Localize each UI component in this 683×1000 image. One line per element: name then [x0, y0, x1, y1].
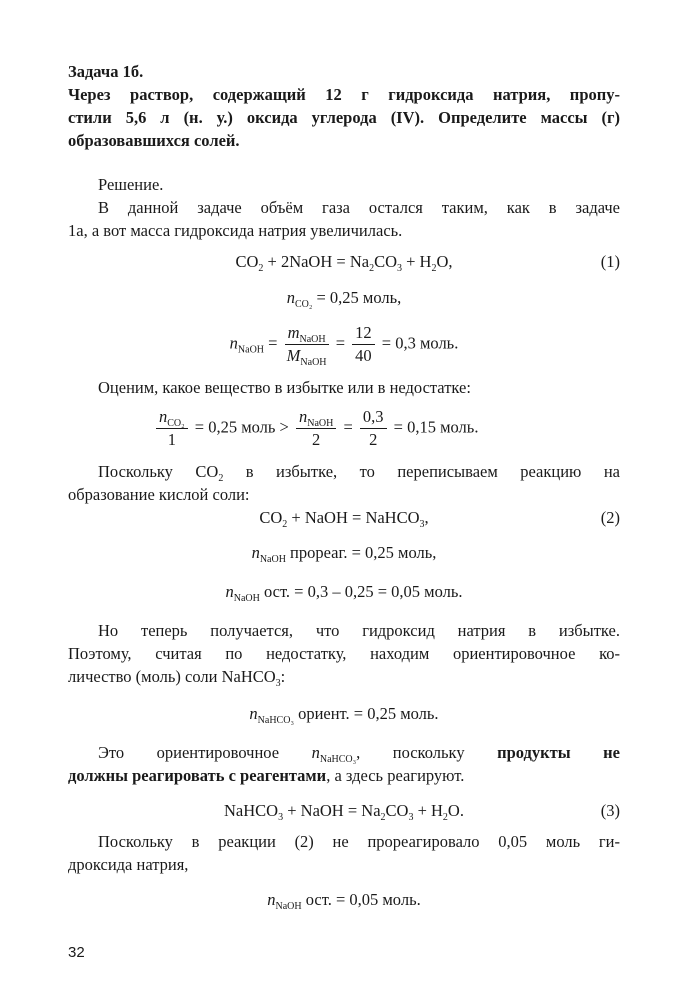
since2-line-1: Поскольку в реакции (2) не прореагировало 0,05 моль ги-	[98, 832, 620, 851]
task-text-line-1: Через раствор, содержащий 12 г гидроксида натрия, пропу-	[68, 85, 620, 104]
frac-denominator: 2	[312, 430, 321, 449]
fraction-nco2-over-1	[156, 407, 188, 450]
fraction-mass-over-molar	[285, 323, 329, 366]
remain-line-1	[68, 580, 620, 603]
this-line-1b: , поскольку	[356, 743, 498, 762]
now-line-3a: личество (моль) соли NaHCO	[68, 667, 276, 686]
m-symbol: m	[287, 323, 300, 342]
reacted-value: прореаг. = 0,25 моль,	[285, 543, 437, 562]
n-co2-sub: CO₂	[294, 299, 313, 310]
eq2-naoh: + NaOH = NaHCO	[287, 508, 420, 527]
eq3-naoh: + NaOH = Na	[283, 801, 381, 820]
fraction-03-over-2	[360, 407, 387, 450]
this-line-1-bold: продукты не	[497, 743, 620, 762]
now-line-1: Но теперь получается, что гидроксид натрия в избытке.	[98, 621, 620, 640]
equation-2	[68, 506, 620, 529]
frac-denominator: 1	[167, 430, 176, 449]
now-line-2: Поэтому, считая по недостатку, находим ориентировочное ко-	[68, 644, 620, 663]
frac-denominator: 2	[369, 430, 378, 449]
n-symbol: n	[159, 407, 168, 426]
n-symbol: n	[229, 333, 238, 353]
solution-heading: Решение.	[98, 175, 164, 194]
now-hco3-sub: 3	[275, 678, 281, 689]
n-naoh-result: = 0,3 моль.	[377, 333, 459, 353]
task-text-line-2: стили 5,6 л (н. у.) оксида углерода (IV). Определите массы (г)	[68, 108, 620, 127]
page-number: 32	[68, 944, 85, 961]
comparison-line	[68, 407, 620, 450]
eq1-na-sub: 2	[369, 263, 375, 274]
frac-denominator: 40	[355, 346, 372, 365]
fraction-12-over-40	[352, 323, 375, 366]
n-co2-value: = 0,25 моль,	[312, 288, 402, 307]
reacted-line	[68, 541, 620, 564]
n-naoh-sub: NaOH	[275, 901, 302, 912]
intro-line-2: 1а, а вот масса гидроксида натрия увеличилась.	[68, 221, 403, 240]
eq2-comma: ,	[424, 508, 429, 527]
since-line-1	[68, 460, 620, 483]
eq3-nahco3: NaHCO	[224, 801, 279, 820]
remain2-value: ост. = 0,05 моль.	[301, 890, 421, 909]
since-co2-sub: 2	[218, 473, 224, 484]
eq2-number: (2)	[600, 508, 620, 527]
eq3-o: O.	[447, 801, 464, 820]
eq3-h-sub: 2	[442, 812, 448, 823]
eq1-co3: CO	[374, 252, 397, 271]
equals: =	[339, 417, 357, 437]
M-sub: NaOH	[300, 357, 327, 368]
orient-line	[68, 702, 620, 725]
eq2-co2-sub: 2	[282, 519, 288, 530]
eq2-co2: CO	[259, 508, 283, 527]
M-symbol: M	[286, 346, 301, 365]
fraction-nnaoh-over-2	[296, 407, 336, 450]
eq1-co3-sub: 3	[396, 263, 402, 274]
n-nahco3-sub: NaHCO₃	[257, 715, 294, 726]
since-line-1b: в избытке, то переписываем реакцию на	[223, 462, 621, 481]
n-naoh-sub: NaOH	[259, 554, 286, 565]
since-line-2: образование кислой соли:	[68, 485, 250, 504]
eq1-h2o: + H	[401, 252, 432, 271]
n-symbol: n	[251, 543, 260, 562]
this-line-2-bold: должны реагировать с реагентами	[68, 766, 327, 785]
n-symbol: n	[249, 704, 258, 723]
since2-line-2: дроксида натрия,	[68, 855, 189, 874]
eq1-co2-sub: 2	[258, 263, 264, 274]
n-symbol: n	[225, 582, 234, 601]
this-line-2-rest: , а здесь реагируют.	[326, 766, 465, 785]
eq1-o: O,	[436, 252, 453, 271]
eq1-h-sub: 2	[431, 263, 437, 274]
n-nahco3-sub: NaHCO₃	[319, 754, 357, 765]
equation-1	[68, 250, 620, 273]
page-content	[68, 60, 620, 911]
eq3-co3-sub: 3	[408, 812, 414, 823]
remain-line-2	[68, 888, 620, 911]
n-naoh-calc	[68, 323, 620, 366]
eq3-na-sub: 2	[380, 812, 386, 823]
eq1-naoh: + 2NaOH = Na	[263, 252, 370, 271]
eq1-number: (1)	[600, 252, 620, 271]
n-co2-line	[68, 286, 620, 309]
this-line-2	[68, 764, 620, 787]
n-naoh-sub: NaOH	[237, 344, 265, 356]
task-title: Задача 1б.	[68, 62, 144, 81]
frac-numerator: 0,3	[360, 407, 387, 429]
m-sub: NaOH	[299, 334, 326, 345]
eq3-hco3-sub: 3	[278, 812, 284, 823]
equation-3	[68, 799, 620, 822]
n-symbol: n	[286, 288, 295, 307]
n-symbol: n	[311, 743, 320, 762]
n-naoh-sub: NaOH	[307, 418, 334, 429]
n-naoh-sub: NaOH	[233, 593, 260, 604]
eq3-h: + H	[413, 801, 443, 820]
this-line-1a: Это ориентировочное	[98, 743, 312, 762]
compare-mid: = 0,25 моль >	[190, 417, 293, 437]
compare-result: = 0,15 моль.	[389, 417, 479, 437]
n-co2-sub: CO₂	[167, 418, 185, 429]
now-line-3b: :	[280, 667, 286, 686]
equals: =	[331, 333, 350, 353]
orient-value: ориент. = 0,25 моль.	[293, 704, 439, 723]
eq2-hco3-sub: 3	[419, 519, 425, 530]
estimate-text: Оценим, какое вещество в избытке или в недостатке:	[98, 378, 471, 397]
n-symbol: n	[298, 407, 308, 426]
eq3-number: (3)	[600, 801, 620, 820]
task-text-line-3: образовавшихся солей.	[68, 131, 240, 150]
n-symbol: n	[267, 890, 276, 909]
intro-line-1: В данной задаче объём газа остался таким, как в задаче	[98, 198, 620, 217]
eq1-co2: CO	[235, 252, 259, 271]
this-line-1	[68, 741, 620, 764]
remain1-value: ост. = 0,3 – 0,25 = 0,05 моль.	[259, 582, 463, 601]
now-line-3	[68, 665, 620, 688]
eq3-co3: CO	[385, 801, 409, 820]
frac-numerator: 12	[352, 323, 375, 345]
since-line-1a: Поскольку CO	[98, 462, 219, 481]
equals: =	[264, 333, 282, 353]
